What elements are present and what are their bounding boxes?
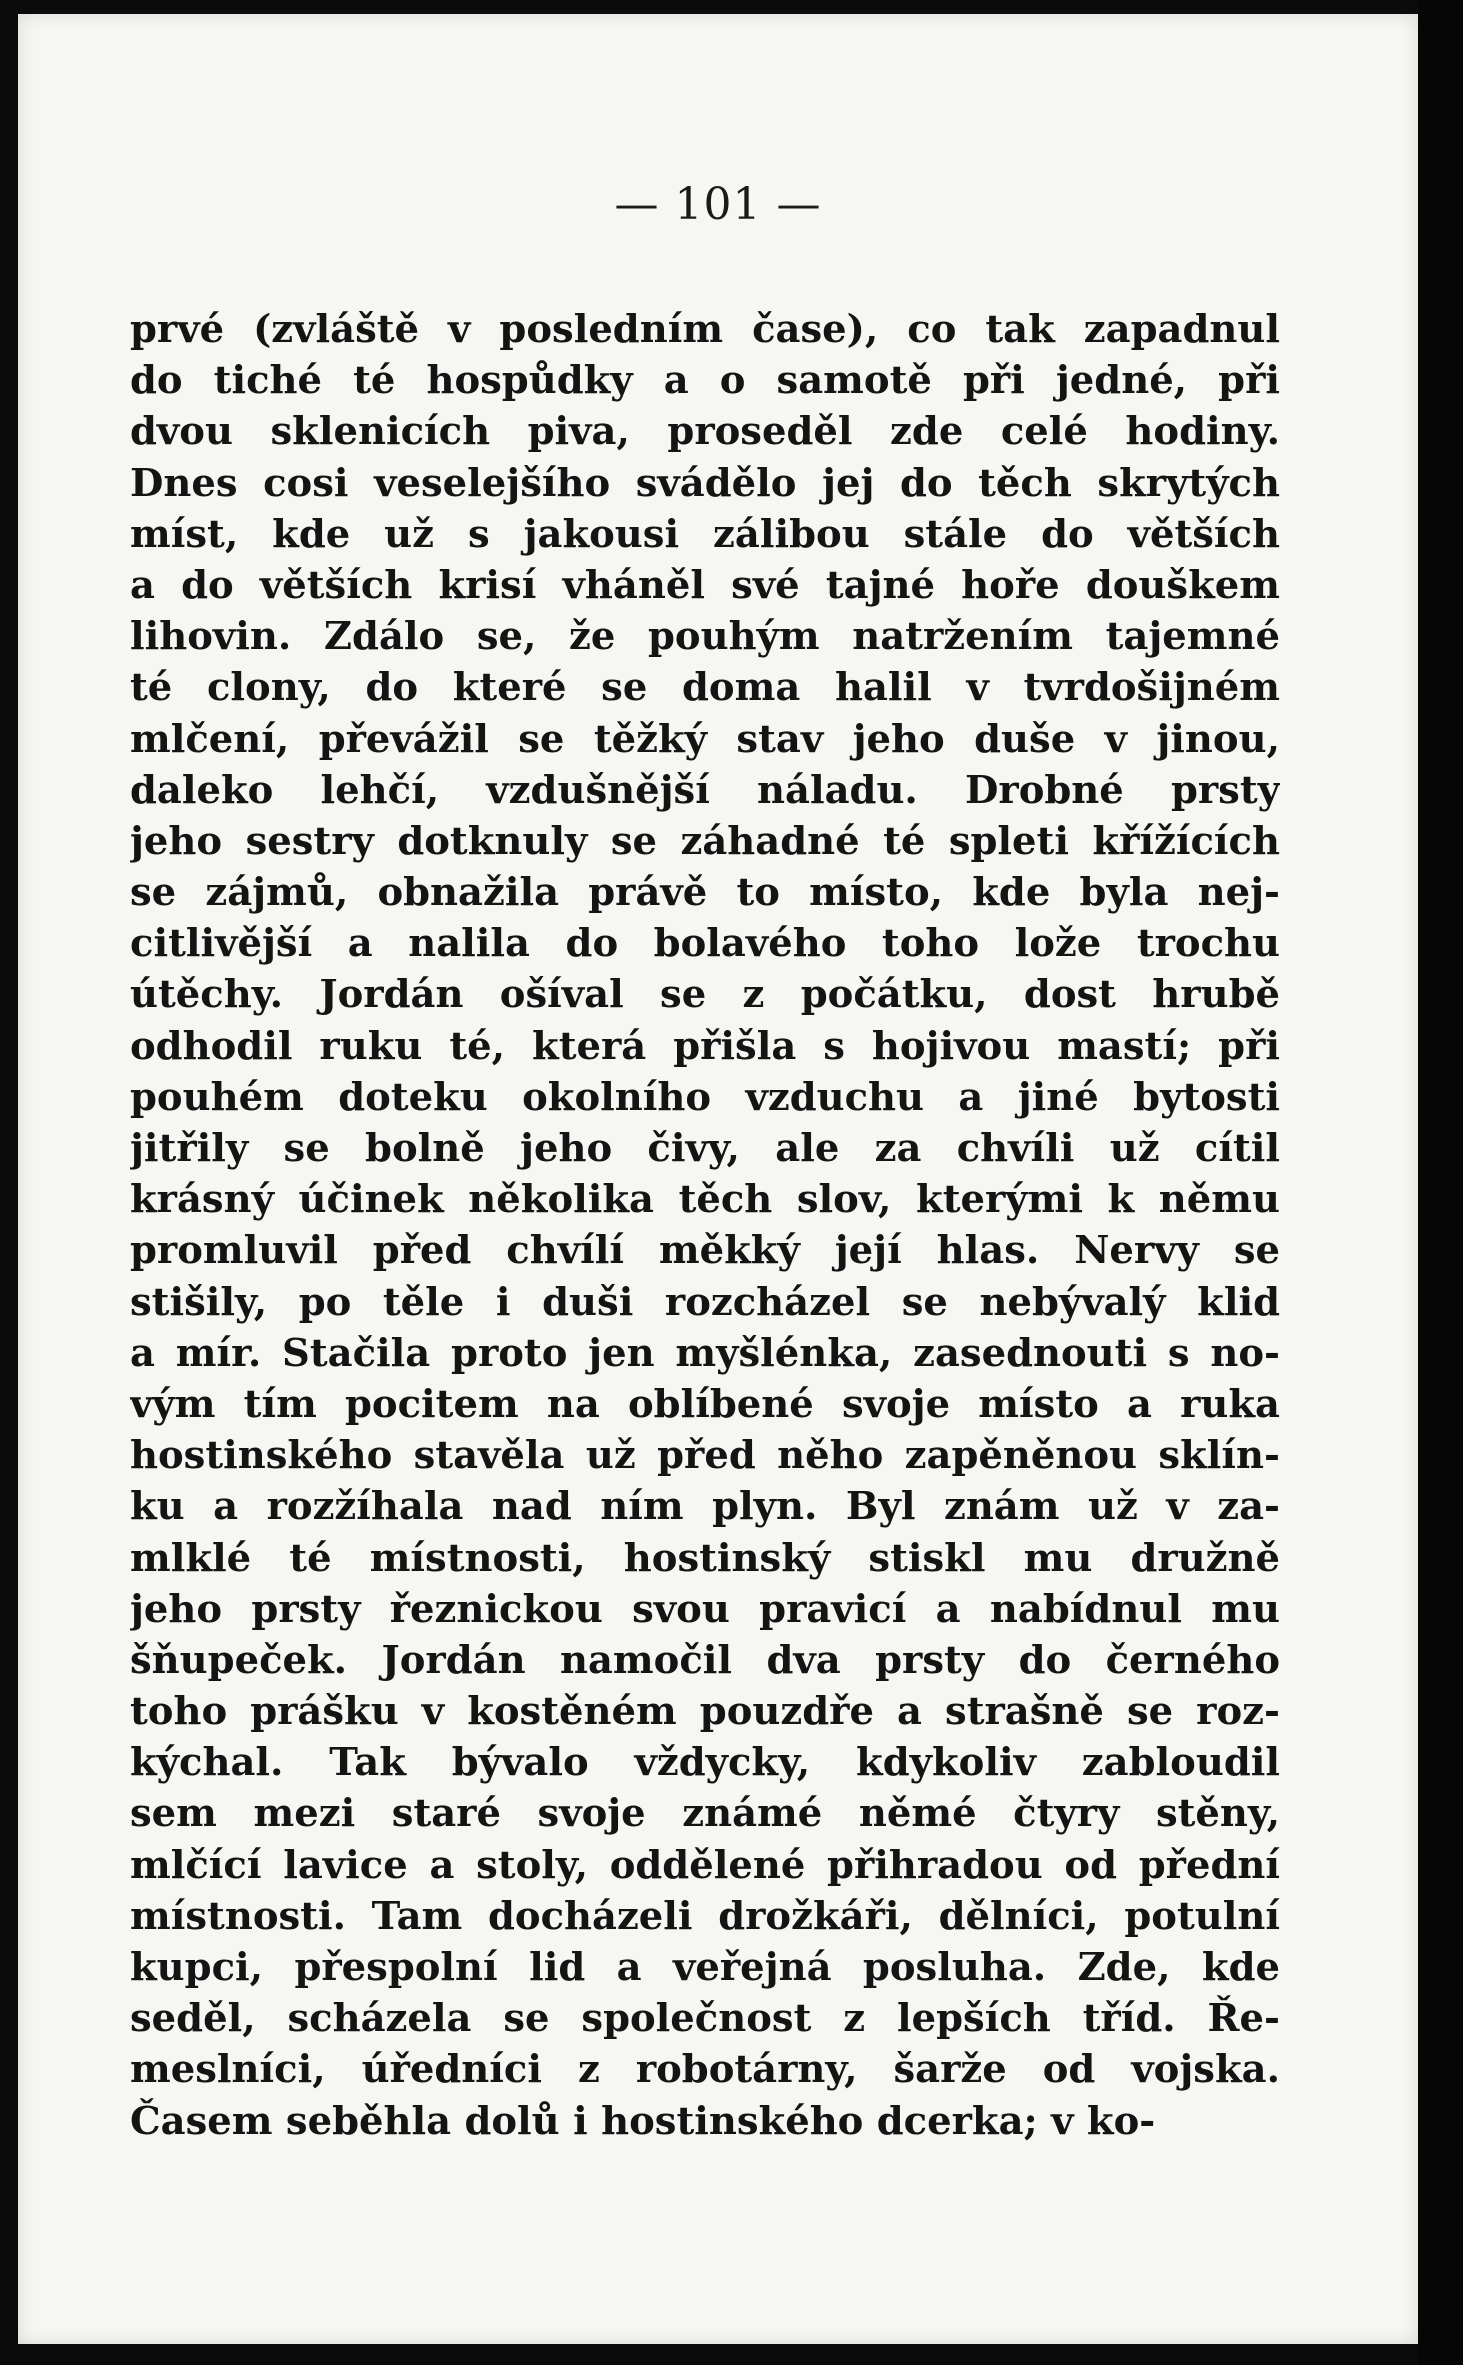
book-page	[18, 14, 1418, 2344]
page-number: — 101 —	[614, 179, 822, 230]
text-line: se zájmů, obnažila právě to místo, kde byla nej-	[130, 870, 1280, 916]
text-line: sem mezi staré svoje známé němé čtyry stěny,	[130, 1791, 1280, 1837]
text-line: dvou sklenicích piva, proseděl zde celé hodiny.	[130, 409, 1280, 455]
text-line: té clony, do které se doma halil v tvrdošijném	[130, 665, 1280, 711]
text-line: ku a rozžíhala nad ním plyn. Byl znám už v za-	[130, 1484, 1280, 1530]
text-line: Časem seběhla dolů i hostinského dcerka; v ko-	[130, 2098, 1156, 2144]
text-line: a mír. Stačila proto jen myšlénka, zasednouti s no-	[130, 1330, 1280, 1376]
page-edge-shadow	[1418, 0, 1463, 2365]
text-line: a do větších krisí vháněl své tajné hoře douškem	[130, 562, 1280, 608]
text-line: hostinského stavěla už před něho zapěněnou sklín-	[130, 1433, 1280, 1479]
body-text	[130, 304, 1280, 2147]
text-line: šňupeček. Jordán namočil dva prsty do černého	[130, 1637, 1280, 1683]
text-line: seděl, scházela se společnost z lepších tříd. Ře-	[130, 1996, 1280, 2042]
text-line: mlčení, převážil se těžký stav jeho duše v jinou,	[130, 716, 1280, 762]
text-line: kýchal. Tak bývalo vždycky, kdykoliv zabloudil	[130, 1740, 1280, 1786]
text-line: jitřily se bolně jeho čivy, ale za chvíli už cítil	[130, 1126, 1280, 1171]
text-line: vým tím pocitem na oblíbené svoje místo a ruka	[130, 1381, 1280, 1427]
text-line: stišily, po těle i duši rozcházel se nebývalý klid	[130, 1279, 1280, 1325]
text-line: citlivější a nalila do bolavého toho lože trochu	[130, 921, 1280, 967]
text-line: míst, kde už s jakousi zálibou stále do větších	[130, 511, 1280, 557]
text-line: kupci, přespolní lid a veřejná posluha. Zde, kde	[130, 1945, 1280, 1990]
text-line: jeho sestry dotknuly se záhadné té spleti křížících	[130, 818, 1280, 864]
text-line: do tiché té hospůdky a o samotě při jedné, při	[130, 358, 1280, 404]
text-line: daleko lehčí, vzdušnější náladu. Drobné prsty	[130, 767, 1280, 813]
text-line: odhodil ruku té, která přišla s hojivou mastí; při	[130, 1023, 1280, 1069]
text-line: prvé (zvláště v posledním čase), co tak zapadnul	[130, 307, 1280, 352]
text-line: meslníci, úředníci z robotárny, šarže od vojska.	[130, 2047, 1280, 2093]
text-line: Dnes cosi veselejšího svádělo jej do těch skrytých	[130, 460, 1280, 506]
text-line: krásný účinek několika těch slov, kterými k němu	[130, 1177, 1280, 1223]
text-line: mlčící lavice a stoly, oddělené přihradou od přední	[130, 1842, 1280, 1888]
text-line: toho prášku v kostěném pouzdře a strašně se roz-	[130, 1689, 1280, 1735]
text-line: mlklé té místnosti, hostinský stiskl mu družně	[130, 1535, 1280, 1581]
text-line: pouhém doteku okolního vzduchu a jiné bytosti	[130, 1074, 1280, 1120]
text-line: lihovin. Zdálo se, že pouhým natržením tajemné	[130, 614, 1280, 660]
text-line: místnosti. Tam docházeli drožkáři, dělníci, potulní	[130, 1893, 1280, 1939]
text-line: jeho prsty řeznickou svou pravicí a nabídnul mu	[130, 1586, 1280, 1632]
text-line: promluvil před chvílí měkký její hlas. Nervy se	[130, 1228, 1280, 1274]
text-line: útěchy. Jordán ošíval se z počátku, dost hrubě	[130, 972, 1280, 1018]
